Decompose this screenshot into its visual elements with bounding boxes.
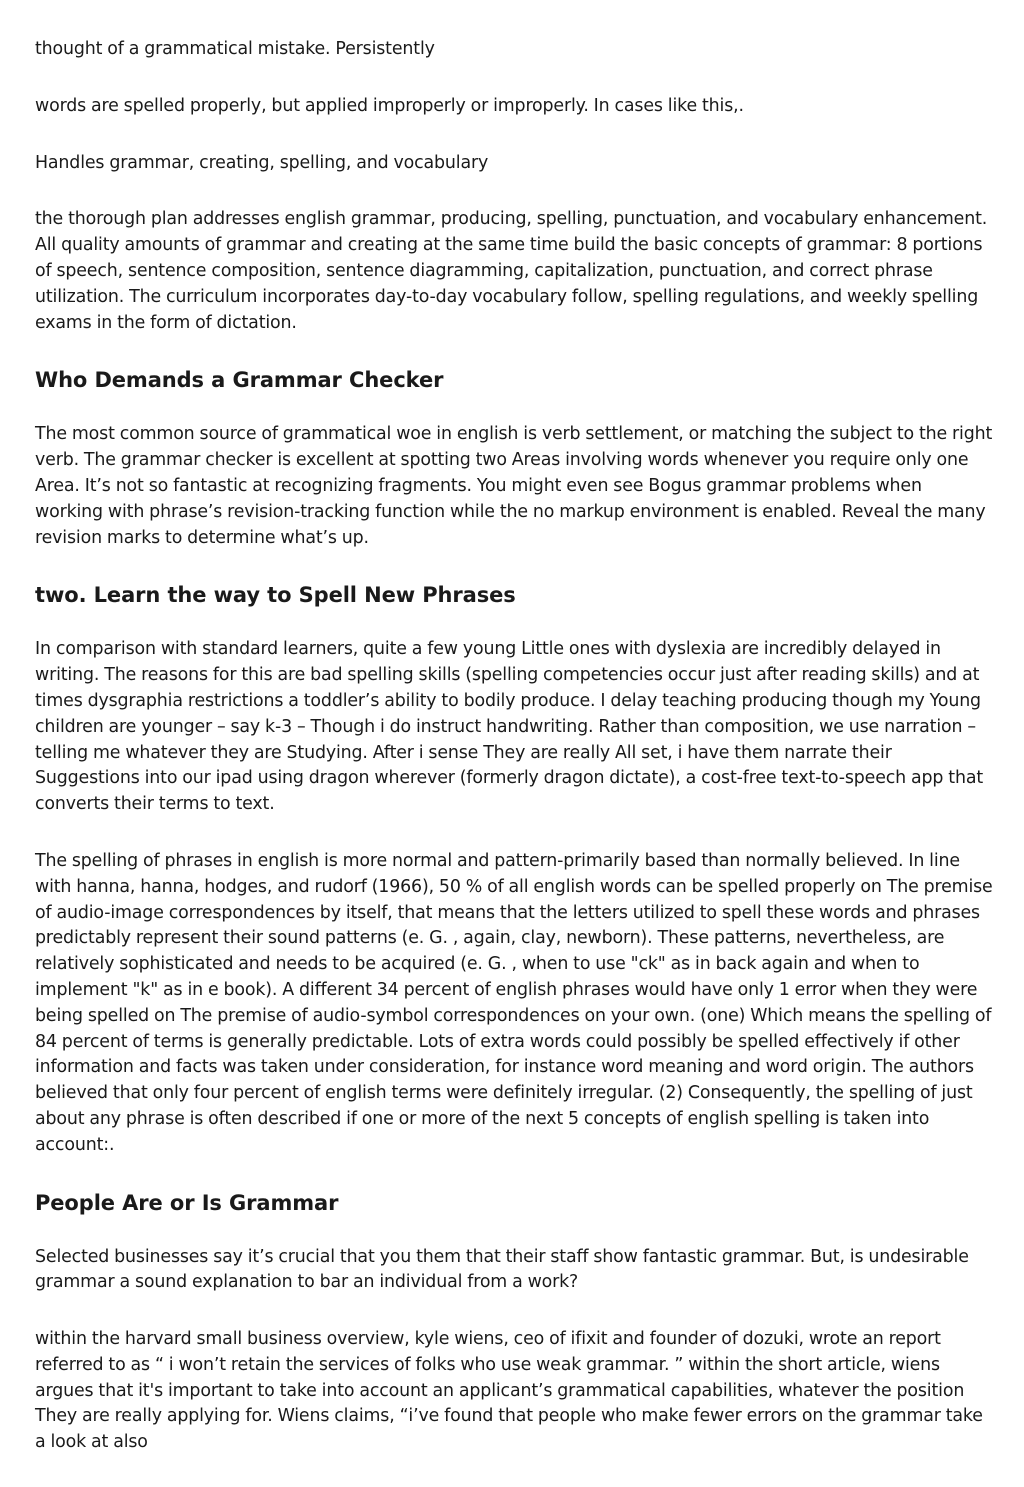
- heading-people-are-or-is: People Are or Is Grammar: [35, 1190, 339, 1215]
- paragraph-7: The spelling of phrases in english is more normal and pattern-primarily based than normally believed. In line with hanna, hanna, hodges, and rudorf (1966), 50 % of all english words can be spelled properly on The premise of audio-image correspondences by itself, that means that the letters utilized to spell these words and phrases predictably represent their sound patterns (e. G. , again, clay, newborn). These patterns, nevertheless, are relatively sophisticated and needs to be acquired (e. G. , when to use "ck" as in back again and when to implement "k" as in e book). A different 34 percent of english phrases would have only 1 error when they were being spelled on The premise of audio-symbol correspondences on your own. (one) Which means the spelling of 84 percent of terms is generally predictable. Lots of extra words could possibly be spelled effectively if other information and facts was taken under consideration, for instance word meaning and word origin. The authors believed that only four percent of english terms were definitely irregular. (2) Consequently, the spelling of just about any phrase is often described if one or more of the next 5 concepts of english spelling is taken into account:.: [35, 850, 993, 1155]
- heading-learn-to-spell: two. Learn the way to Spell New Phrases: [35, 583, 516, 608]
- document-body: [35, 37, 993, 1487]
- paragraph-4: the thorough plan addresses english grammar, producing, spelling, punctuation, and vocabulary enhancement. All quality amounts of grammar and creating at the same time build the basic concepts of grammar: 8 portions of speech, sentence composition, sentence diagramming, capitalization, punctuation, and correct phrase utilization. The curriculum incorporates day-to-day vocabulary follow, spelling regulations, and weekly spelling exams in the form of dictation.: [35, 209, 988, 333]
- heading-who-demands: Who Demands a Grammar Checker: [35, 368, 444, 393]
- paragraph-9: within the harvard small business overview, kyle wiens, ceo of ifixit and founder of dozuki, wrote an report referred to as “ i won’t retain the services of folks who use weak grammar. ” within the short article, wiens argues that it's important to take into account an applicant’s grammatical capabilities, whatever the position They are really applying for. Wiens claims, “i’ve found that people who make fewer errors on the grammar take a look at also: [35, 1329, 983, 1453]
- paragraph-1: thought of a grammatical mistake. Persistently: [35, 39, 435, 59]
- paragraph-6: In comparison with standard learners, quite a few young Little ones with dyslexia are incredibly delayed in writing. The reasons for this are bad spelling skills (spelling competencies occur just after reading skills) and at times dysgraphia restrictions a toddler’s ability to bodily produce. I delay teaching producing though my Young children are younger – say k-3 – Though i do instruct handwriting. Rather than composition, we use narration – telling me whatever they are Studying. After i sense They are really All set, i have them narrate their Suggestions into our ipad using dragon wherever (formerly dragon dictate), a cost-free text-to-speech app that converts their terms to text.: [35, 639, 984, 815]
- paragraph-2: words are spelled properly, but applied improperly or improperly. In cases like this,.: [35, 95, 744, 116]
- paragraph-3: Handles grammar, creating, spelling, and vocabulary: [35, 152, 489, 173]
- paragraph-5: The most common source of grammatical woe in english is verb settlement, or matching the subject to the right verb. The grammar checker is excellent at spotting two Areas involving words whenever you require only one Area. It’s not so fantastic at recognizing fragments. You might even see Bogus grammar problems when working with phrase’s revision-tracking function while the no markup environment is enabled. Reveal the many revision marks to determine what’s up.: [35, 424, 993, 548]
- paragraph-8: Selected businesses say it’s crucial that you them that their staff show fantastic grammar. But, is undesirable grammar a sound explanation to bar an individual from a work?: [35, 1246, 969, 1293]
